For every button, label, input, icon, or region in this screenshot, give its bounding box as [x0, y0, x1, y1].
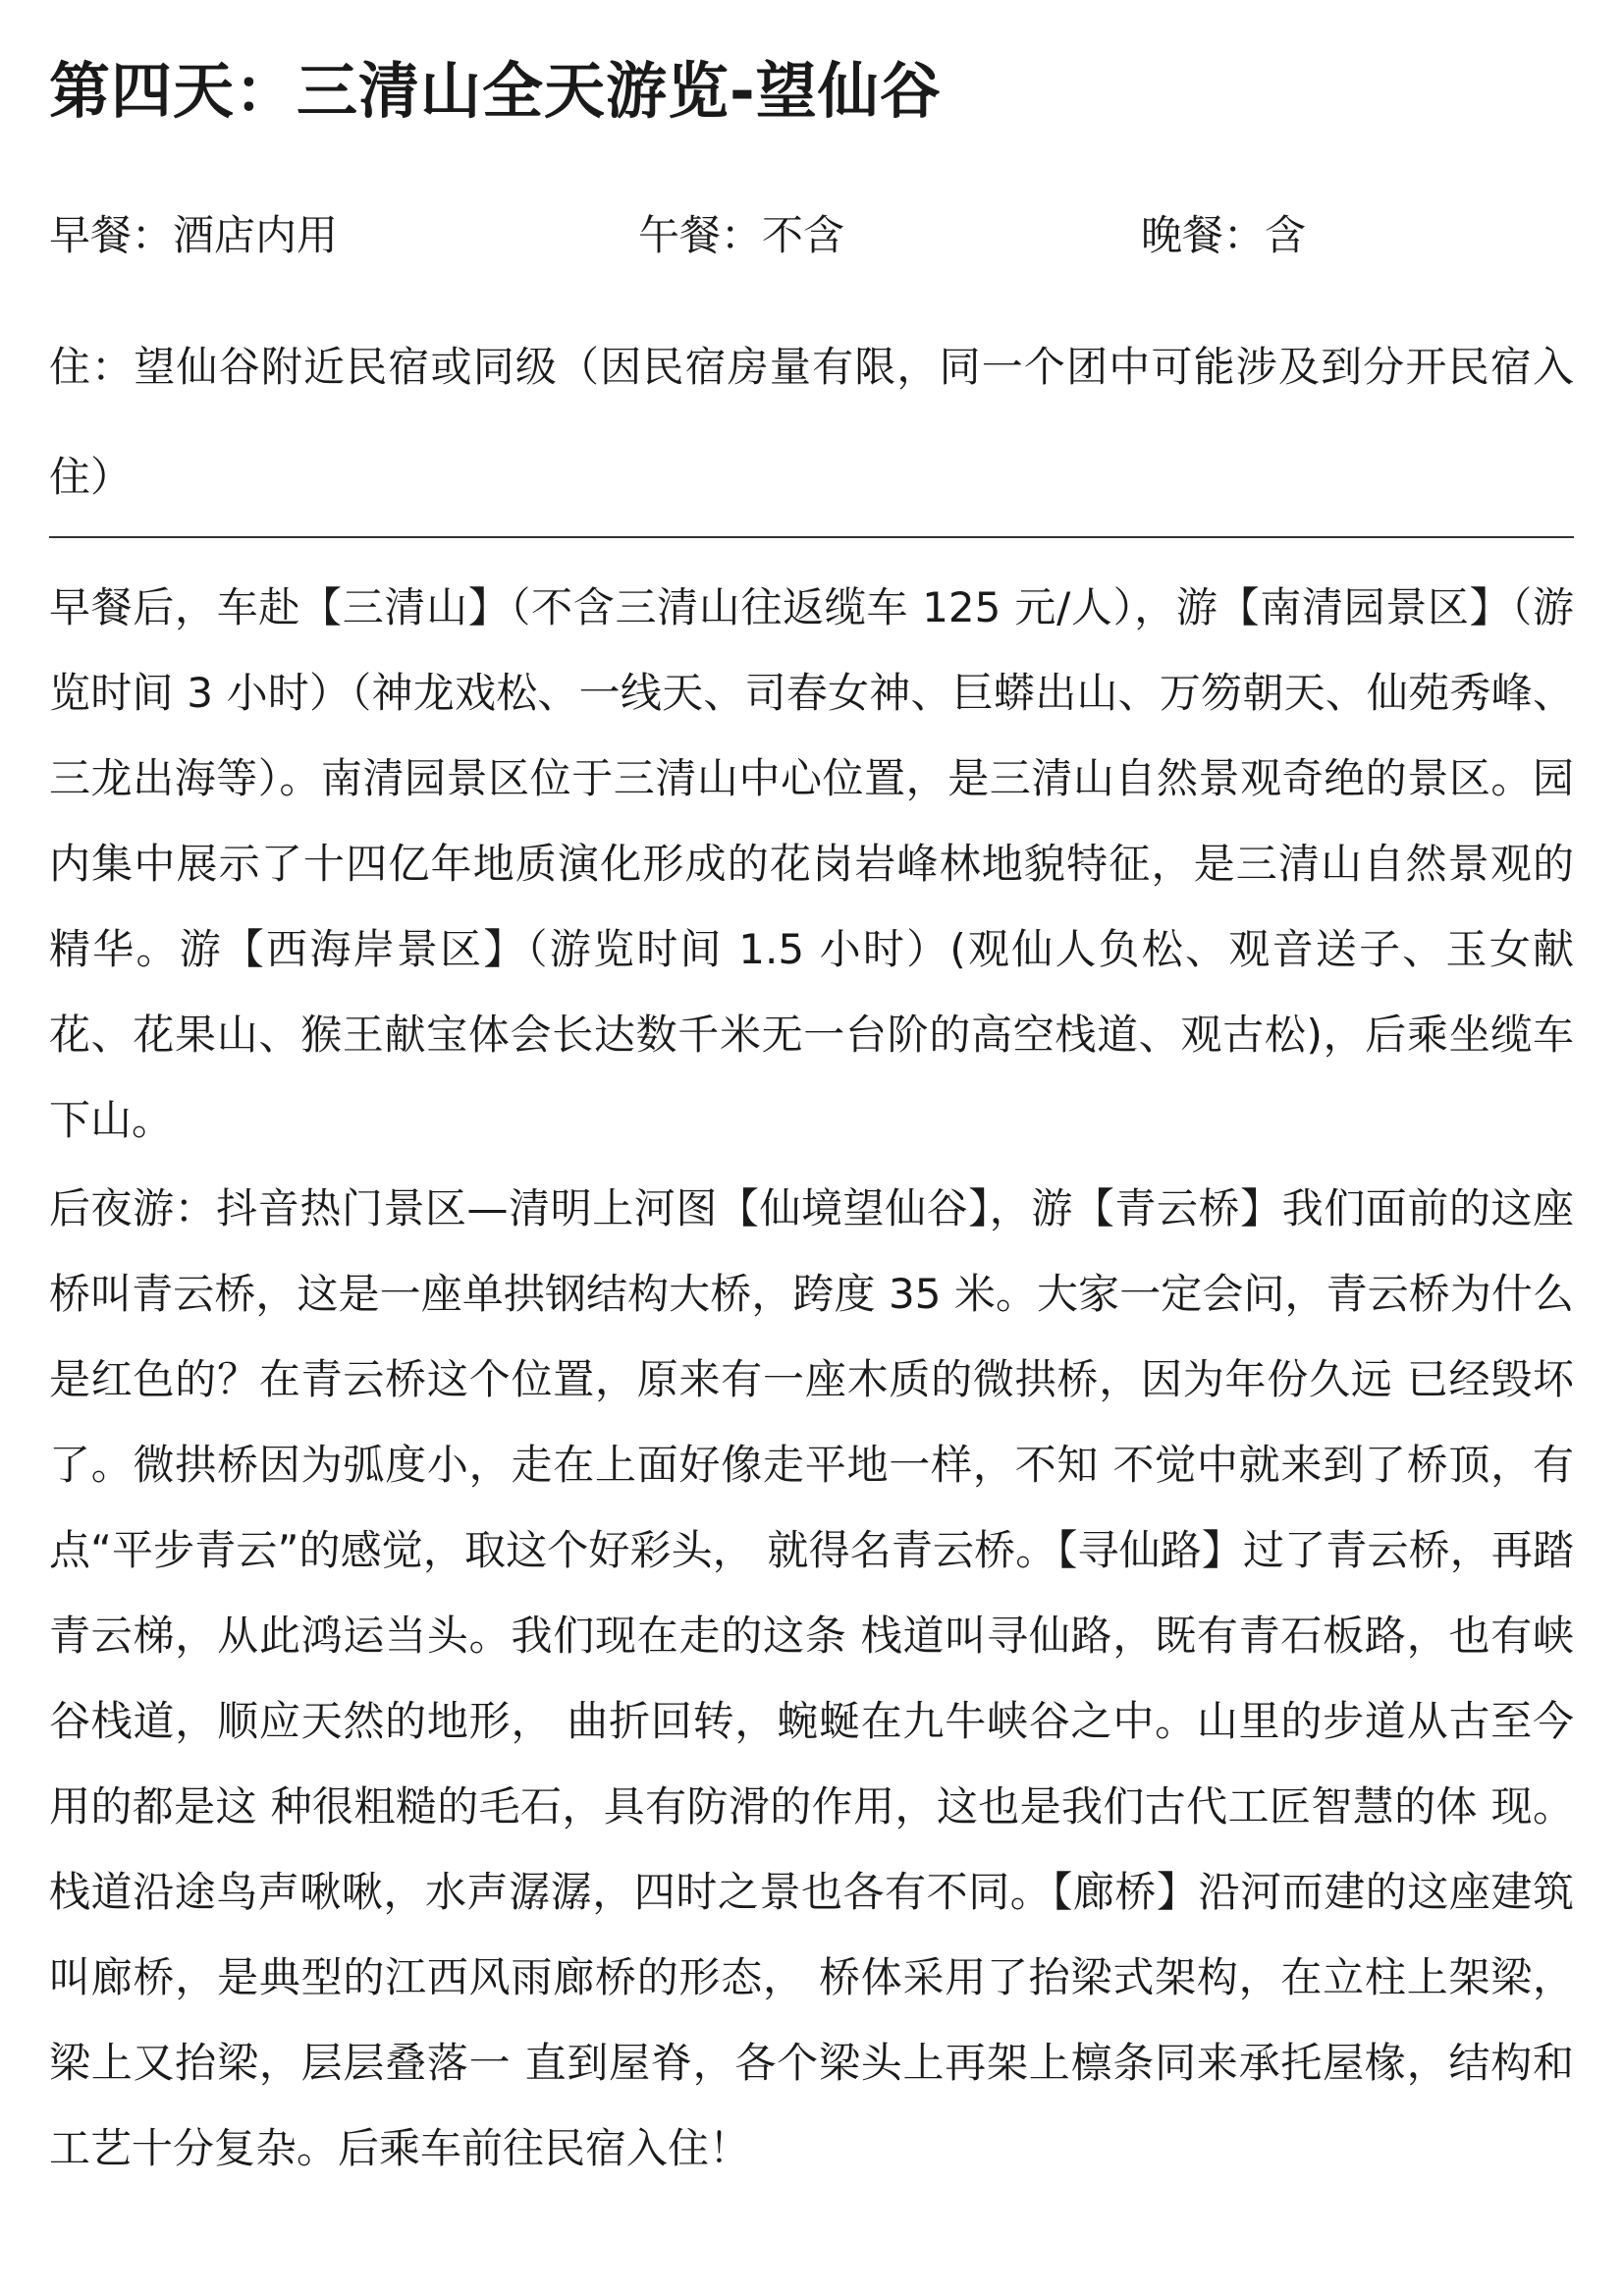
itinerary-paragraph-night-tour: 后夜游：抖音热门景区—清明上河图【仙境望仙谷】，游【青云桥】我们面前的这座桥叫青云桥，这是一座单拱钢结构大桥，跨度 35 米。大家一定会问，青云桥为什么是红色的？在青云桥这个位置，原来有一座木质的微拱桥，因为年份久远 已经毁坏了。微拱桥因为弧度小，走在上面好像走平地一样，不知 不觉中就来到了桥顶，有点“平步青云”的感觉，取这个好彩头， 就得名青云桥。【寻仙路】过了青云桥，再踏青云梯，从此鸿运当头。我们现在走的这条 栈道叫寻仙路，既有青石板路，也有峡谷栈道，顺应天然的地形， 曲折回转，蜿蜒在九牛峡谷之中。山里的步道从古至今用的都是这 种很粗糙的毛石，具有防滑的作用，这也是我们古代工匠智慧的体 现。栈道沿途鸟声啾啾，水声潺潺，四时之景也各有不同。【廊桥】沿河而建的这座建筑叫廊桥，是典型的江西风雨廊桥的形态， 桥体采用了抬梁式架构，在立柱上架梁，梁上又抬梁，层层叠落一 直到屋脊，各个梁头上再架上檩条同来承托屋椽，结构和工艺十分复杂。后乘车前往民宿入住！: [49, 1184, 1574, 2172]
meals-row: [49, 201, 1574, 270]
page-title: 第四天：三清山全天游览-望仙谷: [49, 55, 942, 127]
section-divider: [49, 536, 1574, 538]
breakfast-info: 早餐：酒店内用: [49, 211, 339, 259]
itinerary-paragraph-daytime: 早餐后，车赴【三清山】（不含三清山往返缆车 125 元/人），游【南清园景区】（游览时间 3 小时）（神龙戏松、一线天、司春女神、巨蟒出山、万笏朝天、仙苑秀峰、三龙出海等）。南清园景区位于三清山中心位置，是三清山自然景观奇绝的景区。园内集中展示了十四亿年地质演化形成的花岗岩峰林地貌特征，是三清山自然景观的精华。游【西海岸景区】（游览时间 1.5 小时）(观仙人负松、观音送子、玉女献花、花果山、猴王献宝体会长达数千米无一台阶的高空栈道、观古松)，后乘坐缆车下山。: [49, 583, 1574, 1144]
dinner-info: 晚餐：含: [1141, 211, 1307, 259]
lunch-info: 午餐：不含: [638, 211, 845, 259]
lodging-info: 住：望仙谷附近民宿或同级（因民宿房量有限，同一个团中可能涉及到分开民宿入住）: [49, 343, 1574, 501]
